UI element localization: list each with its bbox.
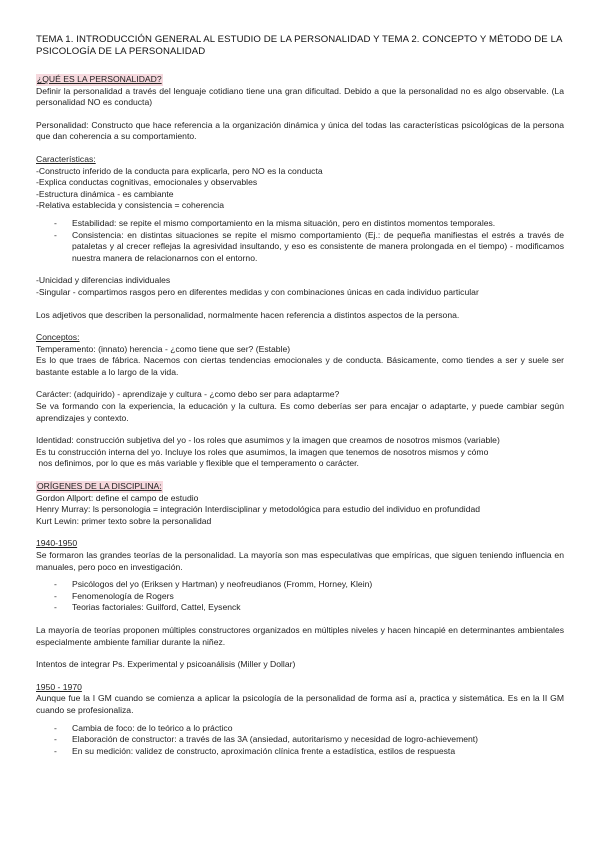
section-origenes bbox=[36, 481, 564, 527]
origenes-list bbox=[36, 493, 564, 528]
cambios-list bbox=[36, 723, 564, 758]
paragraph-personalidad: Personalidad: Constructo que hace referencia a la organización dinámica y única del todas las características psicológicas de la persona que dan coherencia a su comportamiento. bbox=[36, 119, 564, 142]
section-1950-1970 bbox=[36, 682, 564, 758]
list-item: -Relativa establecida y consistencia = coherencia bbox=[36, 200, 224, 211]
list-item: -Constructo inferido de la conducta para explicarla, pero NO es la conducta bbox=[36, 165, 323, 176]
paragraph-intentos: Intentos de integrar Ps. Experimental y psicoanálisis (Miller y Dollar) bbox=[36, 659, 296, 670]
identidad-line: nos definimos, por lo que es más variable y flexible que el temperamento o carácter. bbox=[36, 458, 359, 469]
list-item: - Fenomenología de Rogers bbox=[36, 591, 564, 603]
section-1940-1950 bbox=[36, 538, 564, 670]
list-item: -Estructura dinámica - es cambiante bbox=[36, 188, 174, 199]
estabilidad-consistencia-list bbox=[36, 218, 564, 264]
identidad-line: Identidad: construcción subjetiva del yo - los roles que asumimos y la imagen que creamos de nosotros mismos (variable) bbox=[36, 435, 500, 446]
section-heading-conceptos: Conceptos: bbox=[36, 332, 80, 343]
unicidad-list bbox=[36, 275, 564, 298]
paragraph-definir: Definir la personalidad a través del lenguaje cotidiano tiene una gran dificultad. Debido a que la personalidad no es algo observable. (La personalidad NO es conducta) bbox=[36, 85, 564, 108]
paragraph-mayoria: La mayoría de teorías proponen múltiples constructores organizados en múltiples niveles y hacen hincapié en determinantes ambientales especialmente ambiente familiar durante la niñez. bbox=[36, 624, 564, 647]
section-heading-1940-1950: 1940-1950 bbox=[36, 538, 78, 549]
section-heading-origenes: ORÍGENES DE LA DISCIPLINA: bbox=[37, 481, 162, 492]
section-que-es bbox=[36, 74, 564, 321]
caracteristicas-list bbox=[36, 166, 564, 212]
list-item: - Teorias factoriales: Guilford, Cattel, Eysenck bbox=[36, 602, 564, 614]
list-item: Henry Murray: ls personologia = integración Interdisciplinar y metodológica para estudio del individuo en profundidad bbox=[36, 504, 481, 515]
list-item: - Estabilidad: se repite el mismo comportamiento en la misma situación, pero en distintos momentos temporales. bbox=[36, 218, 564, 230]
list-item: - En su medición: validez de constructo, aproximación clínica frente a estadística, estilos de respuesta bbox=[36, 746, 564, 758]
temperamento-text: Es lo que traes de fábrica. Nacemos con ciertas tendencias emocionales y de conducta. Básicamente, como tiendes a ser y suele ser bastante estable a lo largo de la vida. bbox=[36, 355, 564, 377]
list-item: - Cambia de foco: de lo teórico a lo práctico bbox=[36, 723, 564, 735]
document-title: TEMA 1. INTRODUCCIÓN GENERAL AL ESTUDIO DE LA PERSONALIDAD Y TEMA 2. CONCEPTO Y MÉTODO DE LA PSICOLOGÍA DE LA PERSONALIDAD bbox=[36, 34, 562, 57]
section-heading-que-es: ¿QUÉ ES LA PERSONALIDAD? bbox=[37, 74, 162, 84]
list-item: -Explica conductas cognitivas, emocionales y observables bbox=[36, 177, 258, 188]
list-item: -Unicidad y diferencias individuales bbox=[36, 275, 171, 286]
caracter-text: Se va formando con la experiencia, la educación y la cultura. Es como deberías ser para encajar o adaptarte, y puede cambiar según aprendizajes y contexto. bbox=[36, 401, 564, 423]
identidad-line: Es tu construcción interna del yo. Incluye los roles que asumimos, la imagen que tenemos de nosotros mismos y cómo bbox=[36, 446, 489, 457]
list-item: - Elaboración de constructor: a través de las 3A (ansiedad, autoritarismo y necesidad de logro-achievement) bbox=[36, 734, 564, 746]
subheading-caracteristicas: Características: bbox=[36, 153, 96, 164]
section-heading-1950-1970: 1950 - 1970 bbox=[36, 681, 82, 692]
paragraph-adjetivos: Los adjetivos que describen la personalidad, normalmente hacen referencia a distintos aspectos de la persona. bbox=[36, 309, 460, 320]
temperamento-label: Temperamento: (innato) herencia - ¿como tiene que ser? (Estable) bbox=[36, 343, 291, 354]
list-item: - Consistencia: en distintas situaciones se repite el mismo comportamiento (Ej.: de pequeña manifiestas el estrés a través de pataletas y al crecer reflejas la agresividad insultando, y eso es consistente de manera prolongada en el tiempo) - modificamos nuestra manera de relacionarnos con el entorno. bbox=[36, 230, 564, 265]
section-conceptos bbox=[36, 332, 564, 470]
paragraph-teorias: Se formaron las grandes teorías de la personalidad. La mayoría son mas especulativas que empíricas, que siguen teniendo influencia en manuales, pero poco en investigación. bbox=[36, 550, 564, 572]
teorias-list bbox=[36, 579, 564, 614]
caracter-label: Carácter: (adquirido) - aprendizaje y cultura - ¿como debo ser para adaptarme? bbox=[36, 389, 340, 400]
list-item: - Psicólogos del yo (Eriksen y Hartman) y neofreudianos (Fromm, Horney, Klein) bbox=[36, 579, 564, 591]
identidad-block bbox=[36, 435, 564, 470]
list-item: -Singular - compartimos rasgos pero en diferentes medidas y con combinaciones únicas en cada individuo particular bbox=[36, 286, 479, 297]
list-item: Gordon Allport: define el campo de estudio bbox=[36, 492, 199, 503]
list-item: Kurt Lewin: primer texto sobre la personalidad bbox=[36, 515, 212, 526]
paragraph-gm: Aunque fue la I GM cuando se comienza a aplicar la psicología de la personalidad de forma así a, practica y sistemática. Es en la II GM cuando se profesionaliza. bbox=[36, 693, 564, 715]
